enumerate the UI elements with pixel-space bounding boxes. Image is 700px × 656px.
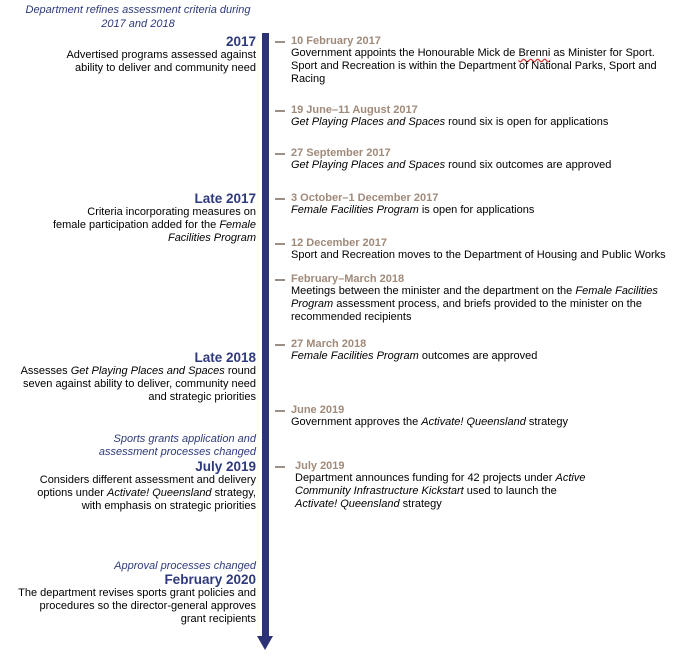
header-title [18,3,258,31]
left-entry-july-2019 [0,433,256,513]
entry-year: July 2019 [195,459,256,474]
header-line-2: 2017 and 2018 [101,18,175,30]
entry-description: Meetings between the minister and the department on the Female Facilities Program assessment process, and briefs provided to the minister on the recommended recipients [291,285,658,323]
entry-year: 2017 [225,34,256,49]
entry-subhead: Approval processes changed [114,560,256,572]
entry-description: Female Facilities Program is open for applications [291,204,535,216]
right-entry-july-2019 [295,460,696,511]
timeline-tick [275,344,285,346]
left-entry-february-2020 [0,560,256,626]
right-entry-june-2019 [291,404,696,429]
entry-date: 12 December 2017 [291,237,388,249]
entry-description: Sport and Recreation moves to the Department of Housing and Public Works [291,249,666,261]
left-entry-late-2018 [0,350,256,404]
entry-description: Criteria incorporating measures on female participation added for the Female Facilities Program [52,206,256,244]
entry-description: Government appoints the Honourable Mick de Brenni as Minister for Sport. Sport and Recreation is within the Department of National Parks, Sport and Racing [291,47,657,85]
entry-date: July 2019 [295,460,345,472]
left-entry-late-2017 [6,191,256,245]
entry-description: The department revises sports grant policies and procedures so the director-general approves grant recipients [18,587,256,625]
entry-description: Considers different assessment and delivery options under Activate! Queensland strategy, with emphasis on strategic priorities [37,474,256,512]
left-entry-2017 [6,34,256,75]
entry-description: Government approves the Activate! Queensland strategy [291,416,569,428]
timeline-tick [275,153,285,155]
right-entry-feb-mar-2018 [291,273,696,324]
right-entry-19-june-2017 [291,104,696,129]
entry-date: 3 October–1 December 2017 [291,192,439,204]
entry-description: Get Playing Places and Spaces round six outcomes are approved [291,159,612,171]
entry-description: Female Facilities Program outcomes are approved [291,350,538,362]
entry-date: February–March 2018 [291,273,405,285]
entry-date: 10 February 2017 [291,35,381,47]
entry-year: February 2020 [164,572,256,587]
timeline-tick [275,410,285,412]
timeline-tick [275,243,285,245]
timeline-arrow-head [257,636,273,650]
right-entry-3-oct-2017 [291,192,696,217]
header-line-1: Department refines assessment criteria during [25,4,251,16]
right-entry-27-mar-2018 [291,338,696,363]
timeline-tick [275,198,285,200]
timeline-tick [275,279,285,281]
timeline-tick [275,41,285,43]
right-entry-10-feb-2017 [291,35,696,86]
entry-date: 27 September 2017 [291,147,391,159]
timeline-tick [275,110,285,112]
entry-year: Late 2018 [194,350,256,365]
entry-subhead: Sports grants application and assessment processes changed [98,433,256,458]
timeline-tick [275,466,285,468]
entry-description: Advertised programs assessed against ability to deliver and community need [66,49,256,74]
right-entry-12-dec-2017 [291,237,696,262]
entry-description: Assesses Get Playing Places and Spaces round seven against ability to deliver, community need and strategic priorities [20,365,256,403]
entry-date: 27 March 2018 [291,338,367,350]
entry-year: Late 2017 [194,191,256,206]
timeline-axis [262,33,269,637]
entry-date: June 2019 [291,404,345,416]
entry-date: 19 June–11 August 2017 [291,104,418,116]
entry-description: Department announces funding for 42 projects under Active Community Infrastructure Kickstart used to launch the Activate! Queensland strategy [295,472,586,510]
entry-description: Get Playing Places and Spaces round six is open for applications [291,116,609,128]
right-entry-27-sep-2017 [291,147,696,172]
